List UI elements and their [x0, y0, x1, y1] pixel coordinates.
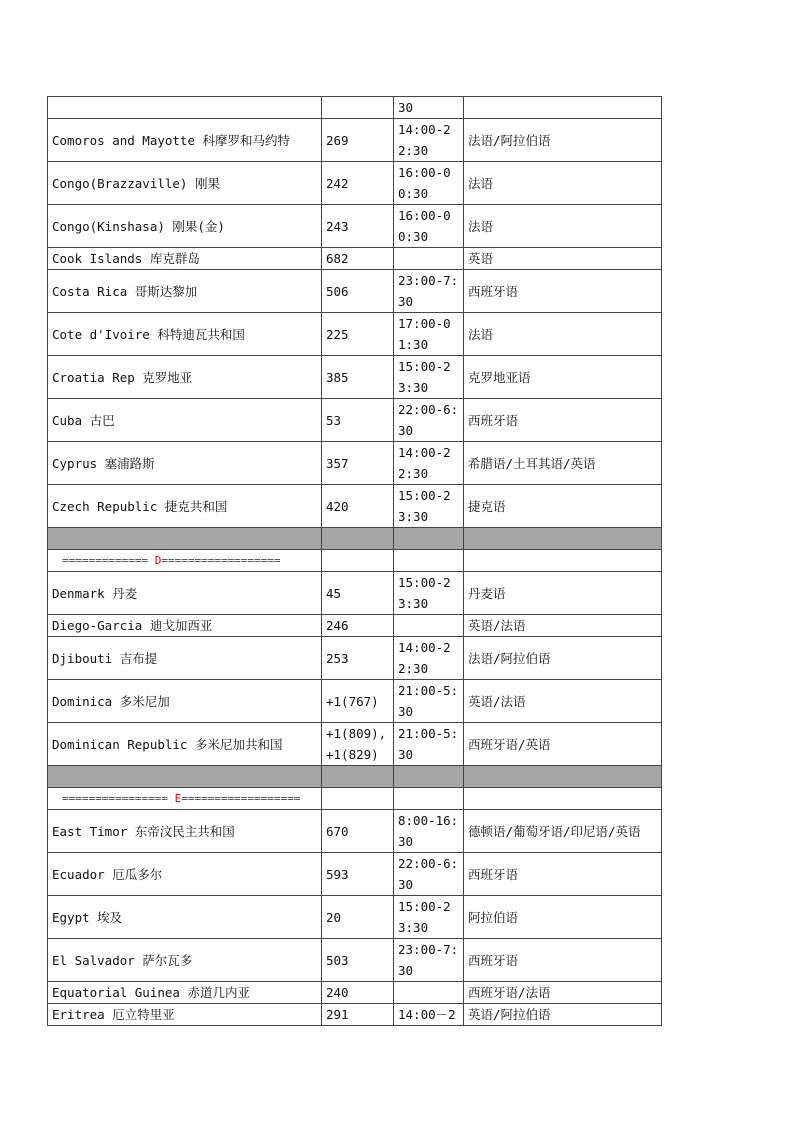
language-cell: 德顿语/葡萄牙语/印尼语/英语 [464, 810, 662, 853]
table-row-continued [48, 97, 662, 119]
separator-cell [394, 528, 464, 550]
country-cell: Dominican Republic 多米尼加共和国 [48, 723, 322, 766]
code-cell: +1(767) [322, 680, 394, 723]
code-cell: 240 [322, 982, 394, 1004]
table-row [48, 1004, 662, 1026]
time-cell: 23:00-7:30 [394, 939, 464, 982]
country-cell: Denmark 丹麦 [48, 572, 322, 615]
table-row [48, 270, 662, 313]
country-cell: Comoros and Mayotte 科摩罗和马约特 [48, 119, 322, 162]
table-row [48, 810, 662, 853]
section-header-row [48, 550, 662, 572]
language-cell: 英语/法语 [464, 680, 662, 723]
code-cell: 243 [322, 205, 394, 248]
language-cell: 法语/阿拉伯语 [464, 119, 662, 162]
country-cell: Ecuador 厄瓜多尔 [48, 853, 322, 896]
country-cell: Cuba 古巴 [48, 399, 322, 442]
code-cell: +1(809),+1(829) [322, 723, 394, 766]
table-row [48, 572, 662, 615]
empty-cell [394, 550, 464, 572]
empty-cell [464, 550, 662, 572]
empty-cell [322, 550, 394, 572]
code-cell: 682 [322, 248, 394, 270]
language-cell: 西班牙语 [464, 399, 662, 442]
code-cell: 506 [322, 270, 394, 313]
time-cell: 21:00-5:30 [394, 723, 464, 766]
section-header: ================ E================== [48, 788, 322, 810]
language-cell: 法语 [464, 205, 662, 248]
country-cell: Cote d'Ivoire 科特迪瓦共和国 [48, 313, 322, 356]
time-cell: 30 [394, 97, 464, 119]
code-cell: 225 [322, 313, 394, 356]
table-row [48, 119, 662, 162]
time-cell: 14:00-22:30 [394, 637, 464, 680]
code-cell: 385 [322, 356, 394, 399]
table-row [48, 723, 662, 766]
code-cell: 53 [322, 399, 394, 442]
table-row [48, 442, 662, 485]
code-cell: 357 [322, 442, 394, 485]
table-row [48, 982, 662, 1004]
country-cell: Cook Islands 库克群岛 [48, 248, 322, 270]
time-cell [394, 615, 464, 637]
country-cell: Congo(Kinshasa) 刚果(金) [48, 205, 322, 248]
table-row [48, 313, 662, 356]
language-cell: 克罗地亚语 [464, 356, 662, 399]
table-row [48, 205, 662, 248]
table-row [48, 399, 662, 442]
code-cell: 670 [322, 810, 394, 853]
time-cell [394, 248, 464, 270]
language-cell: 西班牙语/英语 [464, 723, 662, 766]
code-cell: 503 [322, 939, 394, 982]
section-header: ============= D================== [48, 550, 322, 572]
empty-cell [464, 788, 662, 810]
separator-cell [464, 528, 662, 550]
country-cell [48, 97, 322, 119]
code-cell: 269 [322, 119, 394, 162]
time-cell: 14:00-22:30 [394, 442, 464, 485]
separator-cell [464, 766, 662, 788]
separator-row [48, 528, 662, 550]
language-cell: 法语 [464, 313, 662, 356]
language-cell: 西班牙语 [464, 853, 662, 896]
time-cell: 15:00-23:30 [394, 485, 464, 528]
time-cell [394, 982, 464, 1004]
country-cell: Equatorial Guinea 赤道几内亚 [48, 982, 322, 1004]
code-cell: 291 [322, 1004, 394, 1026]
country-cell: El Salvador 萨尔瓦多 [48, 939, 322, 982]
time-cell: 15:00-23:30 [394, 896, 464, 939]
code-cell: 420 [322, 485, 394, 528]
language-cell: 希腊语/土耳其语/英语 [464, 442, 662, 485]
separator-cell [394, 766, 464, 788]
separator-cell [48, 766, 322, 788]
country-cell: Congo(Brazzaville) 刚果 [48, 162, 322, 205]
language-cell: 西班牙语 [464, 939, 662, 982]
country-cell: Cyprus 塞浦路斯 [48, 442, 322, 485]
section-header-row [48, 788, 662, 810]
code-cell: 253 [322, 637, 394, 680]
table-row [48, 248, 662, 270]
time-cell: 16:00-00:30 [394, 162, 464, 205]
empty-cell [322, 788, 394, 810]
time-cell: 14:00-22:30 [394, 119, 464, 162]
language-cell: 丹麦语 [464, 572, 662, 615]
table-row [48, 896, 662, 939]
time-cell: 15:00-23:30 [394, 572, 464, 615]
country-cell: Eritrea 厄立特里亚 [48, 1004, 322, 1026]
time-cell: 17:00-01:30 [394, 313, 464, 356]
country-cell: Croatia Rep 克罗地亚 [48, 356, 322, 399]
language-cell: 英语/法语 [464, 615, 662, 637]
separator-cell [48, 528, 322, 550]
time-cell: 21:00-5:30 [394, 680, 464, 723]
language-cell: 捷克语 [464, 485, 662, 528]
code-cell: 20 [322, 896, 394, 939]
code-cell: 593 [322, 853, 394, 896]
language-cell: 英语/阿拉伯语 [464, 1004, 662, 1026]
table-row [48, 485, 662, 528]
table-row [48, 680, 662, 723]
country-cell: Dominica 多米尼加 [48, 680, 322, 723]
country-cell: Czech Republic 捷克共和国 [48, 485, 322, 528]
language-cell [464, 97, 662, 119]
time-cell: 8:00-16:30 [394, 810, 464, 853]
language-cell: 法语 [464, 162, 662, 205]
table-row [48, 939, 662, 982]
code-cell: 242 [322, 162, 394, 205]
time-cell: 22:00-6:30 [394, 399, 464, 442]
country-cell: Egypt 埃及 [48, 896, 322, 939]
code-cell [322, 97, 394, 119]
country-cell: Diego-Garcia 迪戈加西亚 [48, 615, 322, 637]
language-cell: 阿拉伯语 [464, 896, 662, 939]
country-cell: Costa Rica 哥斯达黎加 [48, 270, 322, 313]
empty-cell [394, 788, 464, 810]
code-cell: 45 [322, 572, 394, 615]
time-cell: 15:00-23:30 [394, 356, 464, 399]
table-row [48, 162, 662, 205]
country-code-table [47, 96, 662, 1026]
country-cell: East Timor 东帝汶民主共和国 [48, 810, 322, 853]
language-cell: 西班牙语/法语 [464, 982, 662, 1004]
time-cell: 14:00－2 [394, 1004, 464, 1026]
table-row [48, 853, 662, 896]
table-body [48, 97, 662, 1026]
time-cell: 22:00-6:30 [394, 853, 464, 896]
time-cell: 23:00-7:30 [394, 270, 464, 313]
table-row [48, 637, 662, 680]
table-row [48, 356, 662, 399]
separator-cell [322, 766, 394, 788]
separator-cell [322, 528, 394, 550]
language-cell: 西班牙语 [464, 270, 662, 313]
code-cell: 246 [322, 615, 394, 637]
time-cell: 16:00-00:30 [394, 205, 464, 248]
country-cell: Djibouti 吉布提 [48, 637, 322, 680]
language-cell: 法语/阿拉伯语 [464, 637, 662, 680]
table-row [48, 615, 662, 637]
language-cell: 英语 [464, 248, 662, 270]
separator-row [48, 766, 662, 788]
